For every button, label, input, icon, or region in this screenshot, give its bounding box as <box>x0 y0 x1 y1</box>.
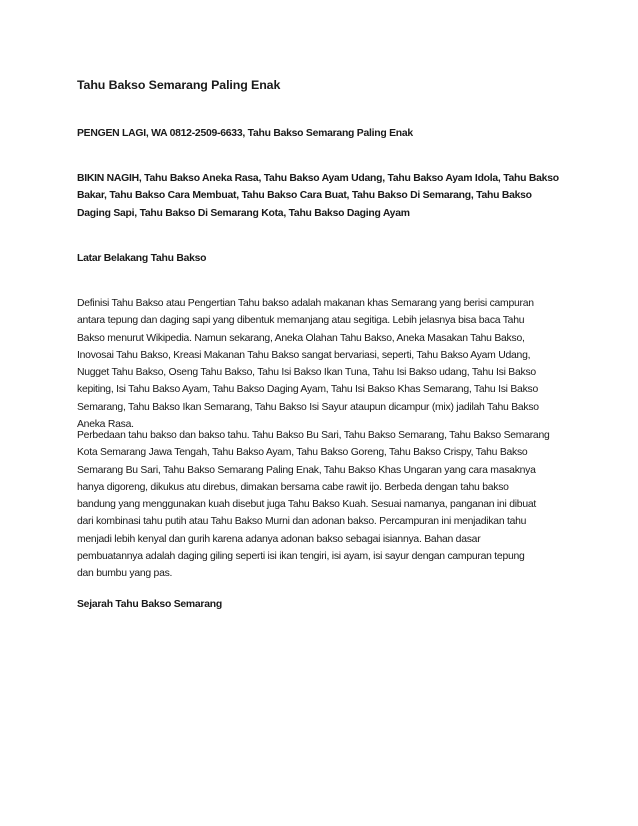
paragraph-line: dari kombinasi tahu putih atau Tahu Bakso Murni dan adonan bakso. Percampuran ini menjadikan tahu <box>77 516 527 528</box>
heading-history: Sejarah Tahu Bakso Semarang <box>77 599 222 610</box>
paragraph-line: antara tepung dan daging sapi yang dibentuk memanjang atau segitiga. Lebih jelasnya bisa baca Tahu <box>77 315 525 327</box>
paragraph-line: Semarang, Tahu Bakso Ikan Semarang, Tahu Bakso Isi Sayur ataupun dicampur (mix) jadilah Tahu Bakso <box>77 401 539 413</box>
paragraph-line: dan bumbu yang pas. <box>77 568 173 580</box>
paragraph-line: Inovosai Tahu Bakso, Kreasi Makanan Tahu Bakso sangat bervariasi, seperti, Tahu Bakso Ayam Udang, <box>77 349 531 361</box>
contact-line: PENGEN LAGI, WA 0812-2509-6633, Tahu Bakso Semarang Paling Enak <box>77 128 413 139</box>
paragraph-line: Semarang Bu Sari, Tahu Bakso Semarang Paling Enak, Tahu Bakso Khas Ungaran yang cara masaknya <box>77 464 536 476</box>
paragraph-line: kepiting, Isi Tahu Bakso Ayam, Tahu Bakso Daging Ayam, Tahu Isi Bakso Khas Semarang, Tahu Isi Bakso <box>77 384 539 396</box>
paragraph-line: Definisi Tahu Bakso atau Pengertian Tahu bakso adalah makanan khas Semarang yang berisi campuran <box>77 298 534 309</box>
paragraph-line: menjadi lebih kenyal dan gurih karena adanya adonan bakso sebagai isiannya. Bahan dasar <box>77 533 481 545</box>
keywords-line: BIKIN NAGIH, Tahu Bakso Aneka Rasa, Tahu Bakso Ayam Udang, Tahu Bakso Ayam Idola, Tahu Bakso <box>77 173 559 184</box>
paragraph-line: Nugget Tahu Bakso, Oseng Tahu Bakso, Tahu Isi Bakso Ikan Tuna, Tahu Isi Bakso udang, Tahu Isi Bakso <box>77 367 536 379</box>
keywords-line: Bakar, Tahu Bakso Cara Membuat, Tahu Bakso Cara Buat, Tahu Bakso Di Semarang, Tahu Bakso <box>77 190 532 202</box>
paragraph-line: Perbedaan tahu bakso dan bakso tahu. Tahu Bakso Bu Sari, Tahu Bakso Semarang, Tahu Bakso Semarang <box>77 430 550 441</box>
paragraph-difference <box>77 427 569 583</box>
keywords-paragraph <box>77 170 569 222</box>
document-title: Tahu Bakso Semarang Paling Enak <box>77 78 281 92</box>
paragraph-line: bandung yang menggunakan kuah disebut juga Tahu Bakso Kuah. Sesuai namanya, panganan ini dibuat <box>77 499 537 511</box>
paragraph-line: hanya digoreng, dikukus atu direbus, dimakan bersama cabe rawit ijo. Berbeda dengan tahu bakso <box>77 481 509 493</box>
paragraph-line: pembuatannya adalah daging giling seperti isi ikan tengiri, isi ayam, isi sayur dengan campuran tepung <box>77 551 525 563</box>
heading-background: Latar Belakang Tahu Bakso <box>77 253 207 264</box>
paragraph-line: Kota Semarang Jawa Tengah, Tahu Bakso Ayam, Tahu Bakso Goreng, Tahu Bakso Crispy, Tahu Bakso <box>77 447 528 459</box>
keywords-line: Daging Sapi, Tahu Bakso Di Semarang Kota, Tahu Bakso Daging Ayam <box>77 207 410 219</box>
paragraph-line: Aneka Rasa. <box>77 419 134 431</box>
paragraph-definition <box>77 295 569 433</box>
paragraph-line: Bakso menurut Wikipedia. Namun sekarang, Aneka Olahan Tahu Bakso, Aneka Masakan Tahu Bakso, <box>77 332 525 344</box>
